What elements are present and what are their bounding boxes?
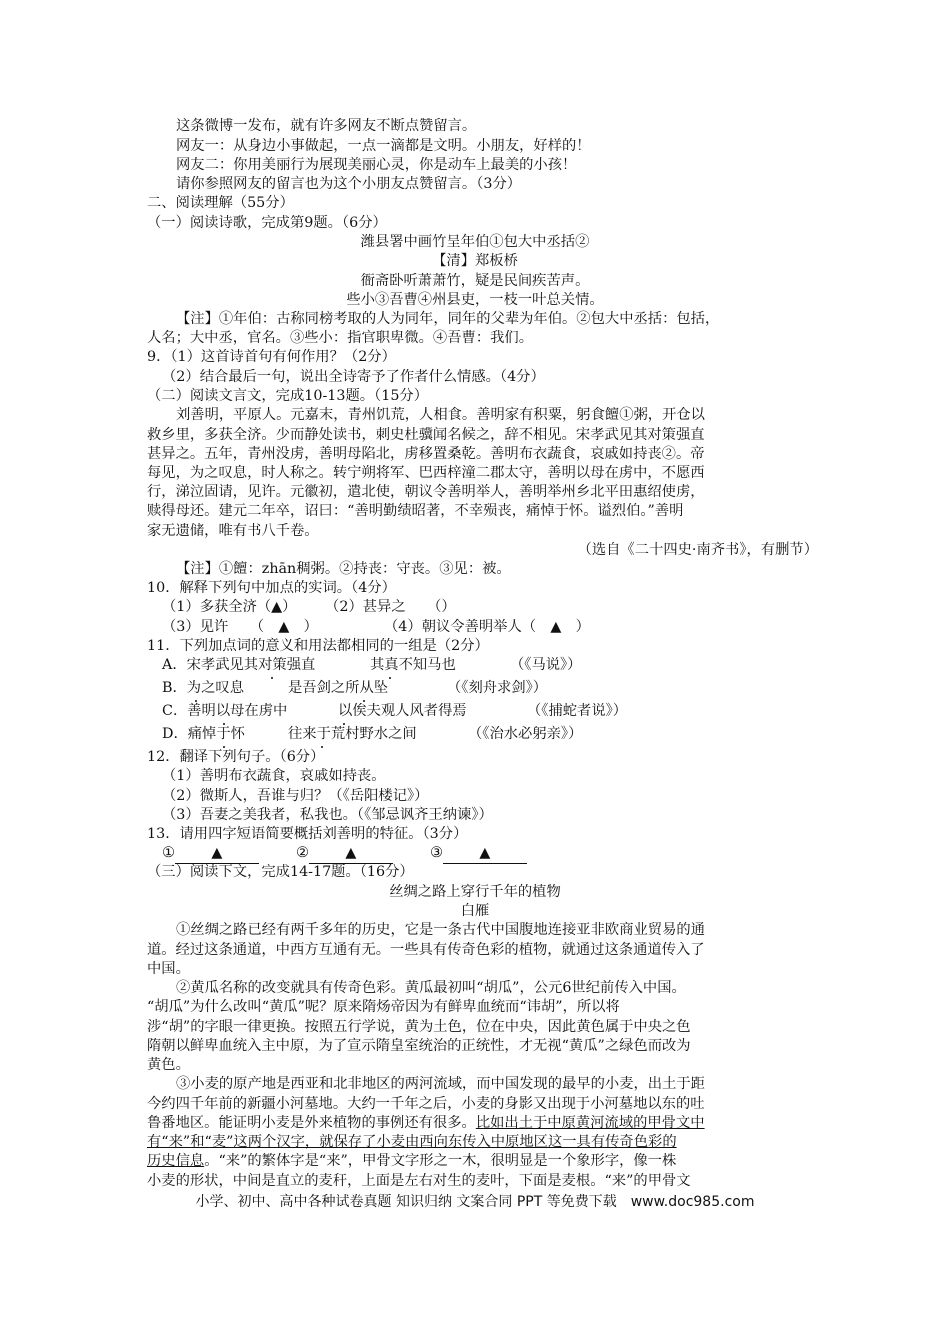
option-b-text: B．为之叹息 xyxy=(162,680,244,696)
option-d-source: （《治水必躬亲》） xyxy=(468,726,583,742)
emphasis-dot xyxy=(190,686,202,698)
question-10-item-4: （4）朝议令善明举人（ ▲ ） xyxy=(384,619,590,635)
classical-para-line-7: 家无遗储，唯有书八千卷。 xyxy=(147,523,319,539)
intro-line-2: 网友一：从身边小事做起，一点一滴都是文明。小朋友，好样的！ xyxy=(176,138,591,154)
answer-blank-2[interactable] xyxy=(296,843,393,864)
question-9-2: （2）结合最后一句，说出全诗寄予了作者什么情感。（4分） xyxy=(162,369,545,385)
emphasis-dot xyxy=(384,663,396,675)
emphasis-dot xyxy=(338,709,350,721)
section-heading: 二、阅读理解（55分） xyxy=(147,195,294,211)
poem-line-1: 衙斋卧听萧萧竹，疑是民间疾苦声。 xyxy=(360,273,590,289)
answer-line-2: ▲ xyxy=(309,843,393,864)
option-d-compare: 往来于荒村野水之间 xyxy=(288,726,417,742)
intro-line-3: 网友二：你用美丽行为展现美丽心灵，你是动车上最美的小孩！ xyxy=(176,157,577,173)
article-para3-text: 鲁番地区。能证明小麦是外来植物的事例还有很多。 xyxy=(147,1115,476,1131)
article-para3-line-5 xyxy=(147,1151,676,1171)
classical-source: （选自《二十四史·南齐书》，有删节） xyxy=(577,542,818,558)
option-a-compare: 其真不知马也 xyxy=(370,657,456,673)
answer-number-2: ② xyxy=(296,845,309,861)
classical-para-line-5: 行，涕泣固请，见许。元徽初，遣北使，朝议令善明举人，善明举州乡北平田惠绍使虏， xyxy=(147,484,705,500)
oracle-bone-glyph-icon: 木 xyxy=(462,1153,477,1169)
article-para3-text-c: ，很明显是一个象形字，像一株 xyxy=(476,1153,677,1169)
answer-blank-1[interactable] xyxy=(162,843,259,864)
poem-note-1: 【注】①年伯：古称同榜考取的人为同年，同年的父辈为年伯。②包大中丞括：包括， xyxy=(176,311,720,327)
question-13: 13．请用四字短语简要概括刘善明的特征。（3分） xyxy=(147,826,468,842)
underlined-sentence-part-2: 有“来”和“麦”这两个汉字，就保存了小麦由西向东传入中原地区这一具有传奇色彩的 xyxy=(147,1134,677,1150)
part3-heading: （三）阅读下文，完成14-17题。（16分） xyxy=(147,864,414,880)
question-9-1: 9．（1）这首诗首句有何作用？（2分） xyxy=(147,349,396,365)
emphasis-dot xyxy=(266,663,278,675)
article-para1-line-1: ①丝绸之路已经有两千多年的历史，它是一条古代中国腹地连接亚非欧商业贸易的通 xyxy=(176,922,705,938)
article-para3-line-6: 小麦的形状，中间是直立的麦秆，上面是左右对生的麦叶，下面是麦根。“来”的甲骨文 xyxy=(147,1173,691,1189)
answer-line-1: ▲ xyxy=(175,843,259,864)
question-12-1: （1）善明布衣蔬食，哀戚如持丧。 xyxy=(162,768,386,784)
classical-para-line-3: 甚异之。五年，青州没虏，善明母陷北，虏移置桑乾。善明布衣蔬食，哀戚如持丧②。帝 xyxy=(147,446,705,462)
article-para3-line-1: ③小麦的原产地是西亚和北非地区的两河流域，而中国发现的最早的小麦，出土于距 xyxy=(176,1076,705,1092)
poem-line-2: 些小③吾曹④州县吏，一枝一叶总关情。 xyxy=(346,292,604,308)
answer-blank-3[interactable] xyxy=(430,843,527,864)
question-11: 11．下列加点词的意义和用法都相同的一组是（2分） xyxy=(147,638,489,654)
question-12-3: （3）吾妻之美我者，私我也。（《邹忌讽齐王纳谏》） xyxy=(162,807,493,823)
classical-para-line-1: 刘善明，平原人。元嘉末，青州饥荒，人相食。善明家有积粟，躬食饘①粥，开仓以 xyxy=(176,407,705,423)
poem-note-2: 人名；大中丞，官名。③些小：指官职卑微。④吾曹：我们。 xyxy=(147,330,534,346)
article-para2-line-1: ②黄瓜名称的改变就具有传奇色彩。黄瓜最初叫“胡瓜”，公元6世纪前传入中国。 xyxy=(176,980,686,996)
question-12-2: （2）微斯人，吾谁与归？（《岳阳楼记》） xyxy=(162,788,429,804)
emphasis-dot xyxy=(316,732,328,744)
article-para1-line-2: 道。经过这条通道，中西方互通有无。一些具有传奇色彩的植物，就通过这条通道传入了 xyxy=(147,942,705,958)
part2-heading: （二）阅读文言文，完成10-13题。（15分） xyxy=(147,388,429,404)
emphasis-dot xyxy=(218,732,230,744)
answer-line-3: ▲ xyxy=(443,843,527,864)
option-a-source: （《马说》） xyxy=(510,657,582,673)
poem-title: 潍县署中画竹呈年伯①包大中丞括② xyxy=(360,234,590,250)
underlined-sentence-part-1: 比如出土于中原黄河流域的甲骨文中 xyxy=(475,1115,705,1131)
page-footer: 小学、初中、高中各种试卷真题 知识归纳 文案合同 PPT 等免费下载 www.doc985.com xyxy=(195,1194,755,1210)
intro-line-1: 这条微博一发布，就有许多网友不断点赞留言。 xyxy=(176,118,477,134)
classical-para-line-4: 每见，为之叹息，时人称之。转宁朔将军、巴西梓潼二郡太守，善明以母在虏中，不愿西 xyxy=(147,465,705,481)
option-c-compare: 以俟夫观人风者得焉 xyxy=(338,703,467,719)
option-c-text: C．善明以母在虏中 xyxy=(162,703,288,719)
option-a-text: A．宋孝武见其对策强直 xyxy=(162,657,316,673)
classical-note: 【注】①饘：zhān稠粥。②持丧：守丧。③见：被。 xyxy=(176,561,511,577)
article-title: 丝绸之路上穿行千年的植物 xyxy=(389,884,561,900)
option-b-compare: 是吾剑之所从坠 xyxy=(288,680,389,696)
emphasis-dot xyxy=(218,709,230,721)
article-para3-line-4 xyxy=(147,1132,677,1152)
part1-heading: （一）阅读诗歌，完成第9题。（6分） xyxy=(147,215,387,231)
option-d-text: D．痛悼于怀 xyxy=(162,726,245,742)
classical-para-line-6: 赎得母还。建元二年卒，诏曰：“善明勤绩昭著，不幸殒丧，痛悼于怀。谥烈伯。”善明 xyxy=(147,503,684,519)
poem-author: 【清】郑板桥 xyxy=(432,253,518,269)
emphasis-dot xyxy=(358,686,370,698)
article-para2-line-4: 隋朝以鲜卑血统入主中原，为了宣示隋皇室统治的正统性，才无视“黄瓜”之绿色而改为 xyxy=(147,1038,691,1054)
article-para3-text-b: 。“来”的繁体字是“来”，甲骨文字形之一 xyxy=(204,1153,463,1169)
article-para1-line-3: 中国。 xyxy=(147,961,190,977)
article-para2-line-3: 涉“胡”的字眼一律更换。按照五行学说，黄为土色，位在中央，因此黄色属于中央之色 xyxy=(147,1019,691,1035)
article-author: 白雁 xyxy=(460,903,490,919)
question-10: 10．解释下列句中加点的实词。（4分） xyxy=(147,580,396,596)
option-b-source: （《刻舟求剑》） xyxy=(447,680,548,696)
classical-para-line-2: 救乡里，多获全济。少而静处读书，刺史杜骥闻名候之，辞不相见。宋孝武见其对策强直 xyxy=(147,427,705,443)
article-para2-line-5: 黄色。 xyxy=(147,1057,190,1073)
article-para3-line-3 xyxy=(147,1113,705,1133)
underlined-sentence-part-3: 历史信息 xyxy=(147,1153,205,1169)
intro-line-4: 请你参照网友的留言也为这个小朋友点赞留言。（3分） xyxy=(176,176,522,192)
answer-number-3: ③ xyxy=(430,845,443,861)
article-para2-line-2: “胡瓜”为什么改叫“黄瓜”呢？原来隋炀帝因为有鲜卑血统而“讳胡”，所以将 xyxy=(147,999,620,1015)
answer-number-1: ① xyxy=(162,845,175,861)
question-12: 12．翻译下列句子。（6分） xyxy=(147,749,325,765)
question-10-row-1: （1）多获全济（▲） （2）甚异之 （） xyxy=(162,599,456,615)
option-c-source: （《捕蛇者说》） xyxy=(527,703,628,719)
article-para3-line-2: 今约四千年前的新疆小河墓地。大约一千年之后，小麦的身影又出现于小河墓地以东的吐 xyxy=(147,1096,705,1112)
question-10-item-3: （3）见许 （ ▲ ） xyxy=(162,619,318,635)
